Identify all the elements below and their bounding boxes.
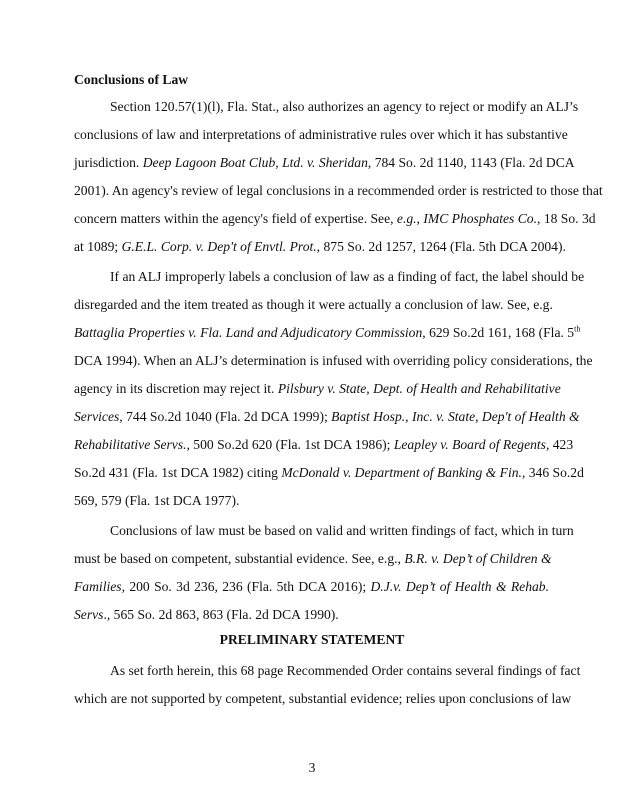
body-text: , 784 So. 2d 1140, 1143 (Fla. 2d DCA <box>367 155 575 170</box>
body-text: agency in its discretion may reject it. <box>74 381 278 396</box>
paragraph-line <box>74 436 574 454</box>
paragraph-line <box>74 690 572 708</box>
body-text: concern matters within the agency's field of expertise. See, <box>74 211 397 226</box>
body-text: , 18 So. 3d <box>537 211 596 226</box>
paragraph-line <box>74 296 553 314</box>
citation-text: Deep Lagoon Boat Club, Ltd. v. Sheridan <box>142 155 368 170</box>
page-number: 3 <box>308 760 316 775</box>
body-text: , 744 So.2d 1040 (Fla. 2d DCA 1999); <box>119 409 332 424</box>
citation-text: Rehabilitative Servs., <box>74 437 190 452</box>
body-text: As set forth herein, this 68 page Recommended Order contains several findings of fact <box>110 663 581 678</box>
citation-text: Services <box>74 409 120 424</box>
paragraph-line <box>74 126 568 144</box>
body-text: 2001). An agency's review of legal conclusions in a recommended order is restricted to those that <box>74 183 603 198</box>
body-text: th <box>574 324 581 334</box>
body-text: which are not supported by competent, substantial evidence; relies upon conclusions of law <box>74 691 572 706</box>
body-text: Section 120.57(1)(l), Fla. Stat., also authorizes an agency to reject or modify an ALJ’s <box>110 99 579 114</box>
paragraph-line <box>74 464 584 482</box>
paragraph-line <box>74 324 581 342</box>
paragraph-line <box>110 98 579 116</box>
paragraph-line <box>74 550 552 568</box>
citation-text: Baptist Hosp., Inc. v. State, Dep't of Health & <box>331 409 580 424</box>
paragraph-line <box>74 380 561 398</box>
citation-text: G.E.L. Corp. v. Dep't of Envtl. Prot. <box>121 239 317 254</box>
body-text: Conclusions of law must be based on valid and written findings of fact, which in turn <box>110 523 574 538</box>
body-text: If an ALJ improperly labels a conclusion of law as a finding of fact, the label should be <box>110 269 585 284</box>
citation-text: McDonald v. Department of Banking & Fin. <box>281 465 522 480</box>
body-text: jurisdiction. <box>74 155 143 170</box>
citation-text: Leapley v. Board of Regents, <box>393 437 550 452</box>
preliminary-statement-heading: PRELIMINARY STATEMENT <box>219 632 405 647</box>
paragraph-line <box>110 522 574 540</box>
paragraph-line <box>74 154 575 172</box>
citation-text: Battaglia Properties v. Fla. Land and Adjudicatory Commission <box>74 325 423 340</box>
body-text: ., 565 So. 2d 863, 863 (Fla. 2d DCA 1990). <box>103 607 339 622</box>
body-text: 423 <box>549 437 574 452</box>
body-text: disregarded and the item treated as though it were actually a conclusion of law. See, e.g. <box>74 297 553 312</box>
paragraph-line <box>74 408 580 426</box>
paragraph-line <box>74 492 549 510</box>
paragraph-line <box>74 238 566 256</box>
paragraph-line <box>74 578 549 596</box>
citation-text: B.R. v. Dep’t of Children & <box>404 551 552 566</box>
body-text: So.2d 431 (Fla. 1st DCA 1982) citing <box>74 465 282 480</box>
body-text: 200 So. 3d 236, 236 (Fla. 5th DCA 2016); <box>124 579 371 594</box>
citation-text: Pilsbury v. State, Dept. of Health and Rehabilitative <box>277 381 561 396</box>
body-text: , 875 So. 2d 1257, 1264 (Fla. 5th DCA 2004). <box>316 239 566 254</box>
body-text: conclusions of law and interpretations of administrative rules over which it has substantive <box>74 127 568 142</box>
body-text: , 629 So.2d 161, 168 (Fla. 5 <box>422 325 575 340</box>
body-text: , 346 So.2d <box>521 465 584 480</box>
section-heading-conclusions-of-law: Conclusions of Law <box>74 72 189 87</box>
citation-text: Families, <box>74 579 125 594</box>
body-text: 500 So.2d 620 (Fla. 1st DCA 1986); <box>189 437 394 452</box>
paragraph-line <box>74 210 596 228</box>
body-text: 569, 579 (Fla. 1st DCA 1977). <box>74 493 240 508</box>
paragraph-line <box>110 268 585 286</box>
paragraph-line <box>74 182 603 200</box>
body-text: must be based on competent, substantial evidence. See, e.g., <box>74 551 405 566</box>
body-text: DCA 1994). When an ALJ’s determination is infused with overriding policy considerations, the <box>74 353 593 368</box>
paragraph-line <box>74 352 593 370</box>
paragraph-line <box>110 662 581 680</box>
body-text: at 1089; <box>74 239 122 254</box>
citation-text: e.g., IMC Phosphates Co. <box>396 211 538 226</box>
citation-text: D.J.v. Dep’t of Health & Rehab. <box>370 579 550 594</box>
paragraph-line <box>74 606 549 624</box>
citation-text: Servs <box>74 607 104 622</box>
